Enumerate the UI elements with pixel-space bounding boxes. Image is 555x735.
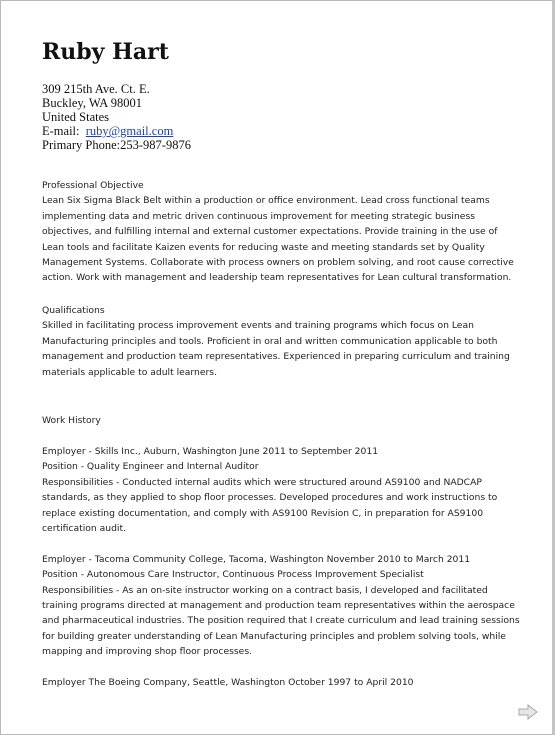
work-history-heading: Work History	[42, 415, 101, 426]
contact-block	[42, 82, 191, 152]
email-line	[42, 124, 191, 138]
address-line-1: 309 215th Ave. Ct. E.	[42, 82, 150, 96]
resume-name: Ruby Hart	[42, 39, 169, 65]
job-responsibilities: Responsibilities - Conducted internal audits which were structured around AS9100 and NADCAP standards, as they applied to shop floor processes. Developed procedures and work instructions to replace existing documentation, and comply with AS9100 Revision C, in preparation for AS9100 certification audit.	[42, 476, 498, 535]
objective-section	[42, 178, 522, 286]
email-label: E-mail:	[42, 124, 80, 138]
email-link[interactable]: ruby@gmail.com	[85, 124, 174, 138]
qualifications-text: Skilled in facilitating process improvement events and training programs which focus on Lean Manufacturing principles and tools. Proficient in oral and written communication applicable to both management and production team representatives. Experienced in preparing curriculum and training materials applicable to adult learners.	[42, 320, 510, 378]
job-entry	[42, 444, 522, 536]
phone-label: Primary Phone:	[42, 138, 121, 152]
job-position: Position - Quality Engineer and Internal Auditor	[42, 461, 259, 473]
address-line-2: Buckley, WA 98001	[42, 96, 142, 110]
next-page-arrow-icon[interactable]	[518, 704, 538, 720]
qualifications-heading: Qualifications	[42, 305, 105, 316]
job-entry	[42, 675, 522, 690]
job-entry	[42, 552, 522, 660]
phone-number: 253-987-9876	[120, 138, 191, 152]
objective-text: Lean Six Sigma Black Belt within a production or office environment. Lead cross functional teams implementing data and metric driven continuous improvement for meeting strategic business objectives, and fulfilling internal and external customer expectations. Provide training in the use of Lean tools and facilitate Kaizen events for reducing waste and meeting standards set by Quality Management Systems. Collaborate with process owners on problem solving, and root cause corrective action. Work with management and leadership team representatives for Lean cultural transformation.	[42, 195, 514, 284]
job-employer: Employer - Tacoma Community College, Tacoma, Washington November 2010 to March 2011	[42, 553, 471, 565]
job-list	[42, 444, 522, 706]
job-employer: Employer The Boeing Company, Seattle, Washington October 1997 to April 2010	[42, 677, 414, 689]
phone-line	[42, 138, 191, 152]
job-employer: Employer - Skills Inc., Auburn, Washington June 2011 to September 2011	[42, 446, 379, 457]
objective-heading: Professional Objective	[42, 180, 144, 191]
work-history-section	[42, 413, 522, 428]
job-position: Position - Autonomous Care Instructor, Continuous Process Improvement Specialist	[42, 569, 424, 581]
job-responsibilities: Responsibilities - As an on-site instructor working on a contract basis, I developed and facilitated training programs directed at management and production team representatives within the aerospace and pharmaceutical industries. The position required that I create curriculum and lead training sessions for building greater understanding of Lean Manufacturing principles and problem solving tools, while mapping and improving shop floor processes.	[42, 584, 520, 658]
country: United States	[42, 110, 110, 124]
qualifications-section	[42, 303, 522, 380]
